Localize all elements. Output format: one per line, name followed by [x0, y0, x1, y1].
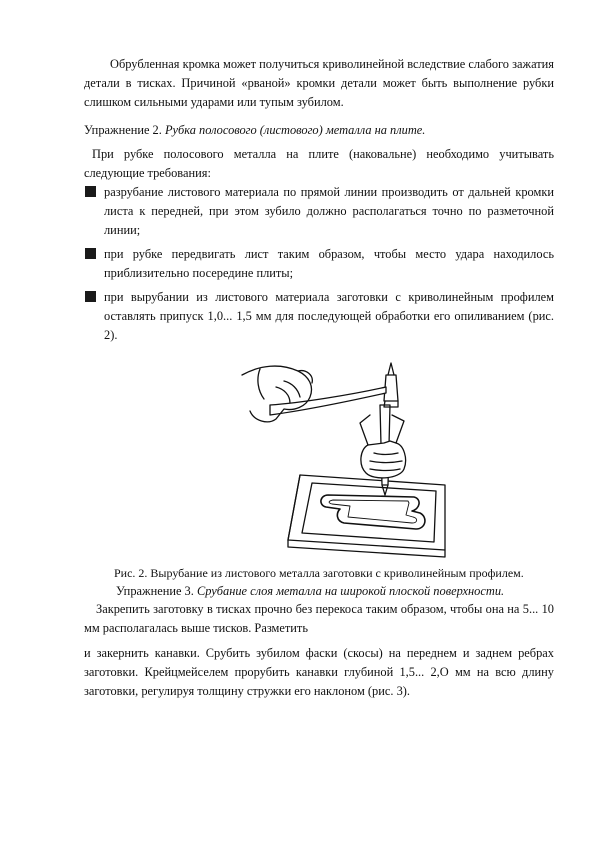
paragraph-clamp-workpiece: Закрепить заготовку в тисках прочно без перекоса таким образом, чтобы она на 5... 10 мм располагалась выше тисков. Разметить	[84, 602, 554, 635]
square-bullet-icon	[85, 248, 96, 259]
exercise-2-label: Упражнение 2.	[84, 123, 162, 137]
figure-chisel-cutting-illustration	[240, 345, 450, 560]
exercise-3-label: Упражнение 3.	[116, 584, 194, 598]
exercise-3-title: Срубание слоя металла на широкой плоской поверхности.	[196, 584, 505, 598]
exercise-2-title: Рубка полосового (листового) металла на плите.	[164, 123, 426, 137]
paragraph-plate-cutting: При рубке полосового металла на плите (наковальне) необходимо учитывать следующие требования:	[84, 147, 554, 180]
paragraph-mark-grooves: и закернить канавки. Срубить зубилом фаски (скосы) на переднем и заднем ребрах заготовки. Крейцмейселем прорубить канавки глубиной 1,5... 2,О мм на всю длину заготовки, регулируя толщину стружки его наклоном (рис. 3).	[84, 646, 554, 698]
list-item: при рубке передвигать лист таким образом, чтобы место удара находилось приблизительно посередине плиты;	[84, 245, 554, 283]
exercise-2-heading	[84, 121, 554, 140]
figure-2-caption: Рис. 2. Вырубание из листового металла заготовки с криволинейным профилем.	[114, 566, 524, 580]
requirements-list	[84, 183, 554, 350]
square-bullet-icon	[85, 291, 96, 302]
paragraph-edge-quality: Обрубленная кромка может получиться криволинейной вследствие слабого зажатия детали в тисках. Причиной «рваной» кромки детали может быть выполнение рубки слишком сильными ударами или тупым зубилом.	[84, 57, 554, 109]
square-bullet-icon	[85, 186, 96, 197]
list-item: при вырубании из листового материала заготовки с криволинейным профилем оставлять припуск 1,0... 1,5 мм для последующей обработки его опиливанием (рис. 2).	[84, 288, 554, 345]
exercise-3-heading	[116, 582, 556, 601]
list-item: разрубание листового материала по прямой линии производить от дальней кромки листа к передней, при этом зубило должно располагаться точно по разметочной линии;	[84, 183, 554, 240]
